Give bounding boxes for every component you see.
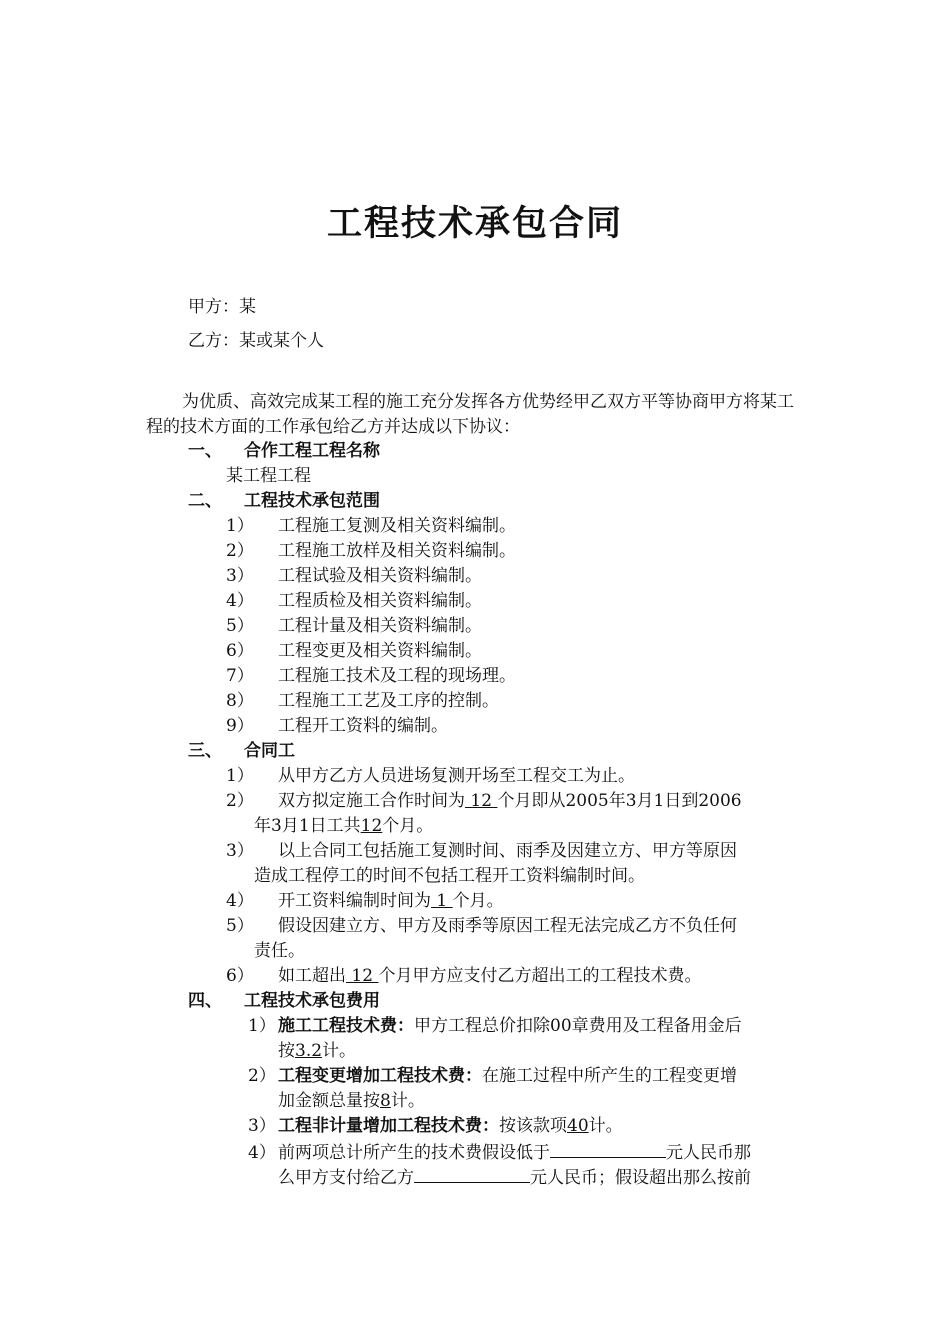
- list-item: [226, 564, 482, 589]
- item-text: 甲方工程总价扣除00章费用及工程备用金后: [414, 1016, 742, 1036]
- item-number: 2）: [248, 1066, 276, 1086]
- item-text: 个月。: [382, 816, 434, 836]
- section-title: 工程技术承包费用: [244, 991, 380, 1011]
- item-number: 4）: [226, 591, 254, 611]
- list-item: [226, 789, 742, 814]
- list-item: [248, 1014, 742, 1039]
- item-number: 1）: [226, 766, 254, 786]
- underlined-value: 8: [380, 1091, 391, 1111]
- item-number: 8）: [226, 691, 254, 711]
- item-text: 如工超出: [278, 966, 346, 986]
- item-text: 年3月1日工共: [254, 816, 361, 836]
- list-item: [226, 764, 635, 789]
- list-item: [248, 1139, 751, 1166]
- list-item: [226, 964, 701, 989]
- item-text: 从甲方乙方人员进场复测开场至工程交工为止。: [278, 766, 635, 786]
- item-text: 计。: [588, 1116, 623, 1136]
- underlined-value: 12: [360, 816, 383, 836]
- list-item: [226, 889, 504, 914]
- section-number: 二、: [188, 491, 222, 511]
- list-item: [226, 639, 482, 664]
- item-bold-label: 施工工程技术费：: [278, 1016, 414, 1036]
- item-number: 2）: [226, 791, 254, 811]
- section-title: 合同工: [244, 741, 295, 761]
- item-number: 6）: [226, 966, 254, 986]
- item-text: 计。: [390, 1091, 425, 1111]
- item-text: 么甲方支付给乙方: [278, 1168, 414, 1188]
- item-number: 1）: [226, 516, 254, 536]
- item-number: 6）: [226, 641, 254, 661]
- item-text: 个月即从2005年3月1日到2006: [497, 791, 742, 811]
- list-item-continuation: [278, 1039, 356, 1064]
- list-item: [226, 614, 482, 639]
- item-text: 双方拟定施工合作时间为: [278, 791, 465, 811]
- party-b: 乙方：某或某个人: [188, 331, 324, 351]
- section-heading: [188, 739, 295, 764]
- section-heading: [188, 439, 380, 464]
- blank-line: [550, 1139, 666, 1158]
- item-number: 7）: [226, 666, 254, 686]
- item-text: 工程质检及相关资料编制。: [278, 591, 482, 611]
- list-item: [226, 839, 737, 864]
- list-item-continuation: 责任。: [254, 941, 305, 961]
- list-item: [226, 689, 499, 714]
- list-item: [248, 1114, 623, 1139]
- underlined-value: 40: [567, 1116, 589, 1136]
- underlined-value: 1: [431, 891, 453, 911]
- item-text: 工程试验及相关资料编制。: [278, 566, 482, 586]
- item-text: 工程变更及相关资料编制。: [278, 641, 482, 661]
- item-text: 加金额总量按: [278, 1091, 380, 1111]
- underlined-value: 12: [346, 966, 379, 986]
- section-heading: [188, 489, 380, 514]
- party-a: 甲方：某: [188, 297, 256, 317]
- item-number: 9）: [226, 716, 254, 736]
- list-item: [248, 1064, 737, 1089]
- item-text: 个月。: [452, 891, 504, 911]
- item-number: 3）: [248, 1116, 276, 1136]
- item-text: 工程施工技术及工程的现场理。: [278, 666, 516, 686]
- section-body: 某工程工程: [226, 466, 311, 486]
- list-item-continuation: 造成工程停工的时间不包括工程开工资料编制时间。: [254, 866, 645, 886]
- item-text: 计。: [322, 1041, 357, 1061]
- item-number: 2）: [226, 541, 254, 561]
- item-text: 按该款项: [499, 1116, 567, 1136]
- item-bold-label: 工程非计量增加工程技术费：: [278, 1116, 499, 1136]
- item-text: 工程开工资料的编制。: [278, 716, 448, 736]
- item-text: 前两项总计所产生的技术费假设低于: [278, 1143, 550, 1163]
- item-number: 3）: [226, 566, 254, 586]
- item-text: 个月甲方应支付乙方超出工的工程技术费。: [378, 966, 702, 986]
- section-number: 一、: [188, 441, 222, 461]
- section-number: 四、: [188, 991, 222, 1011]
- item-text: 工程施工复测及相关资料编制。: [278, 516, 516, 536]
- item-text: 在施工过程中所产生的工程变更增: [482, 1066, 737, 1086]
- item-number: 4）: [248, 1143, 276, 1163]
- item-text: 以上合同工包括施工复测时间、雨季及因建立方、甲方等原因: [278, 841, 737, 861]
- item-text: 元人民币；假设超出那么按前: [530, 1168, 751, 1188]
- item-text: 开工资料编制时间为: [278, 891, 431, 911]
- item-number: 1）: [248, 1016, 276, 1036]
- underlined-value: 3.2: [295, 1041, 323, 1061]
- item-number: 4）: [226, 891, 254, 911]
- list-item: [226, 589, 482, 614]
- list-item: [226, 664, 516, 689]
- blank-line: [414, 1164, 530, 1183]
- underlined-value: 12: [465, 791, 498, 811]
- item-bold-label: 工程变更增加工程技术费：: [278, 1066, 482, 1086]
- item-text: 假设因建立方、甲方及雨季等原因工程无法完成乙方不负任何: [278, 916, 737, 936]
- item-number: 5）: [226, 616, 254, 636]
- list-item-continuation: [254, 814, 433, 839]
- section-title: 合作工程工程名称: [244, 441, 380, 461]
- section-heading: [188, 989, 380, 1014]
- item-text: 工程施工工艺及工序的控制。: [278, 691, 499, 711]
- item-text: 元人民币那: [666, 1143, 751, 1163]
- item-text: 按: [278, 1041, 295, 1061]
- list-item: [226, 714, 448, 739]
- item-text: 工程施工放样及相关资料编制。: [278, 541, 516, 561]
- section-number: 三、: [188, 741, 222, 761]
- document-title: 工程技术承包合同: [326, 204, 623, 244]
- list-item: [226, 514, 516, 539]
- item-number: 5）: [226, 916, 254, 936]
- list-item: [226, 914, 737, 939]
- item-text: 工程计量及相关资料编制。: [278, 616, 482, 636]
- list-item: [226, 539, 516, 564]
- list-item-continuation: [278, 1164, 751, 1191]
- list-item-continuation: [278, 1089, 425, 1114]
- intro-paragraph: 为优质、高效完成某工程的施工充分发挥各方优势经甲乙双方平等协商甲方将某工程的技术方面的工作承包给乙方并达成以下协议：: [146, 392, 794, 437]
- section-title: 工程技术承包范围: [244, 491, 380, 511]
- item-number: 3）: [226, 841, 254, 861]
